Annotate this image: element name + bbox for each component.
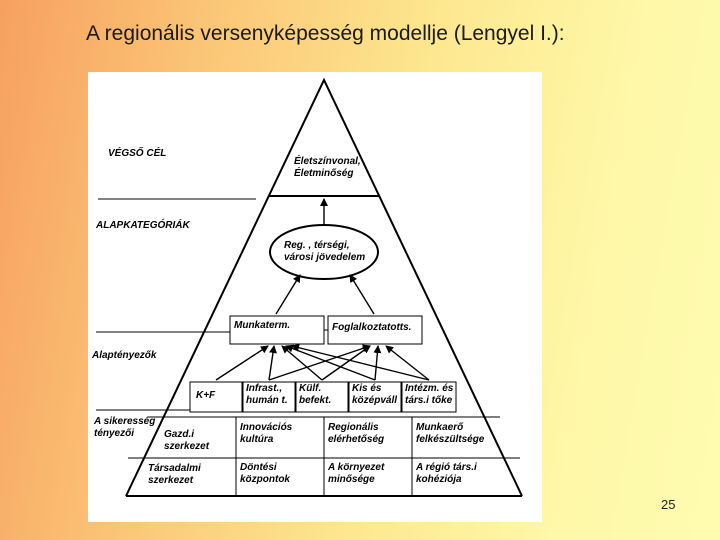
factor-label-kulf: Külf. befekt. bbox=[299, 383, 332, 406]
level-label-alapkategoriak: ALAPKATEGÓRIÁK bbox=[96, 220, 190, 231]
pyramid-lines bbox=[88, 72, 542, 522]
arrow-kf-up bbox=[216, 346, 268, 380]
success-label-dontesi: Döntési központok bbox=[240, 462, 290, 485]
factor-label-kf: K+F bbox=[196, 390, 216, 401]
factor-label-infrast: Infrast., humán t. bbox=[246, 383, 288, 406]
success-label-kornyezet: A környezet minősége bbox=[328, 462, 385, 485]
success-label-regio: A régió társ.i kohéziója bbox=[416, 462, 477, 485]
ellipse-label: Reg. , térségi, városi jövedelem bbox=[284, 240, 366, 263]
success-label-reg: Regionális elérhetőség bbox=[328, 422, 385, 445]
success-label-tars: Társadalmi szerkezet bbox=[148, 463, 201, 486]
arrow-right-ellipse bbox=[350, 275, 374, 314]
success-label-gazd: Gazd.i szerkezet bbox=[164, 429, 210, 452]
level-label-alaptenyezok: Alaptényezők bbox=[92, 350, 157, 361]
success-label-munkaero: Munkaerő felkészültsége bbox=[416, 422, 485, 445]
category-left-label: Munkaterm. bbox=[234, 320, 291, 331]
success-label-innov: Innovációs kultúra bbox=[240, 422, 293, 445]
pyramid-diagram bbox=[88, 72, 542, 522]
factor-label-intezm: Intézm. és társ.i tőke bbox=[405, 383, 454, 406]
category-right-label: Foglalkoztatotts. bbox=[332, 322, 412, 333]
level-label-vegso-cel: VÉGSŐ CÉL bbox=[108, 148, 167, 159]
level-label-sikeresseg: A sikeresség tényezői bbox=[94, 416, 156, 439]
slide-title: A regionális versenyképesség modellje (Lengyel I.): bbox=[86, 22, 565, 45]
top-label: Életszínvonal, Életminőség bbox=[294, 156, 361, 179]
factor-label-kis: Kis és középváll bbox=[352, 383, 398, 406]
page-number: 25 bbox=[661, 497, 676, 512]
arrow-left-ellipse bbox=[276, 275, 300, 314]
